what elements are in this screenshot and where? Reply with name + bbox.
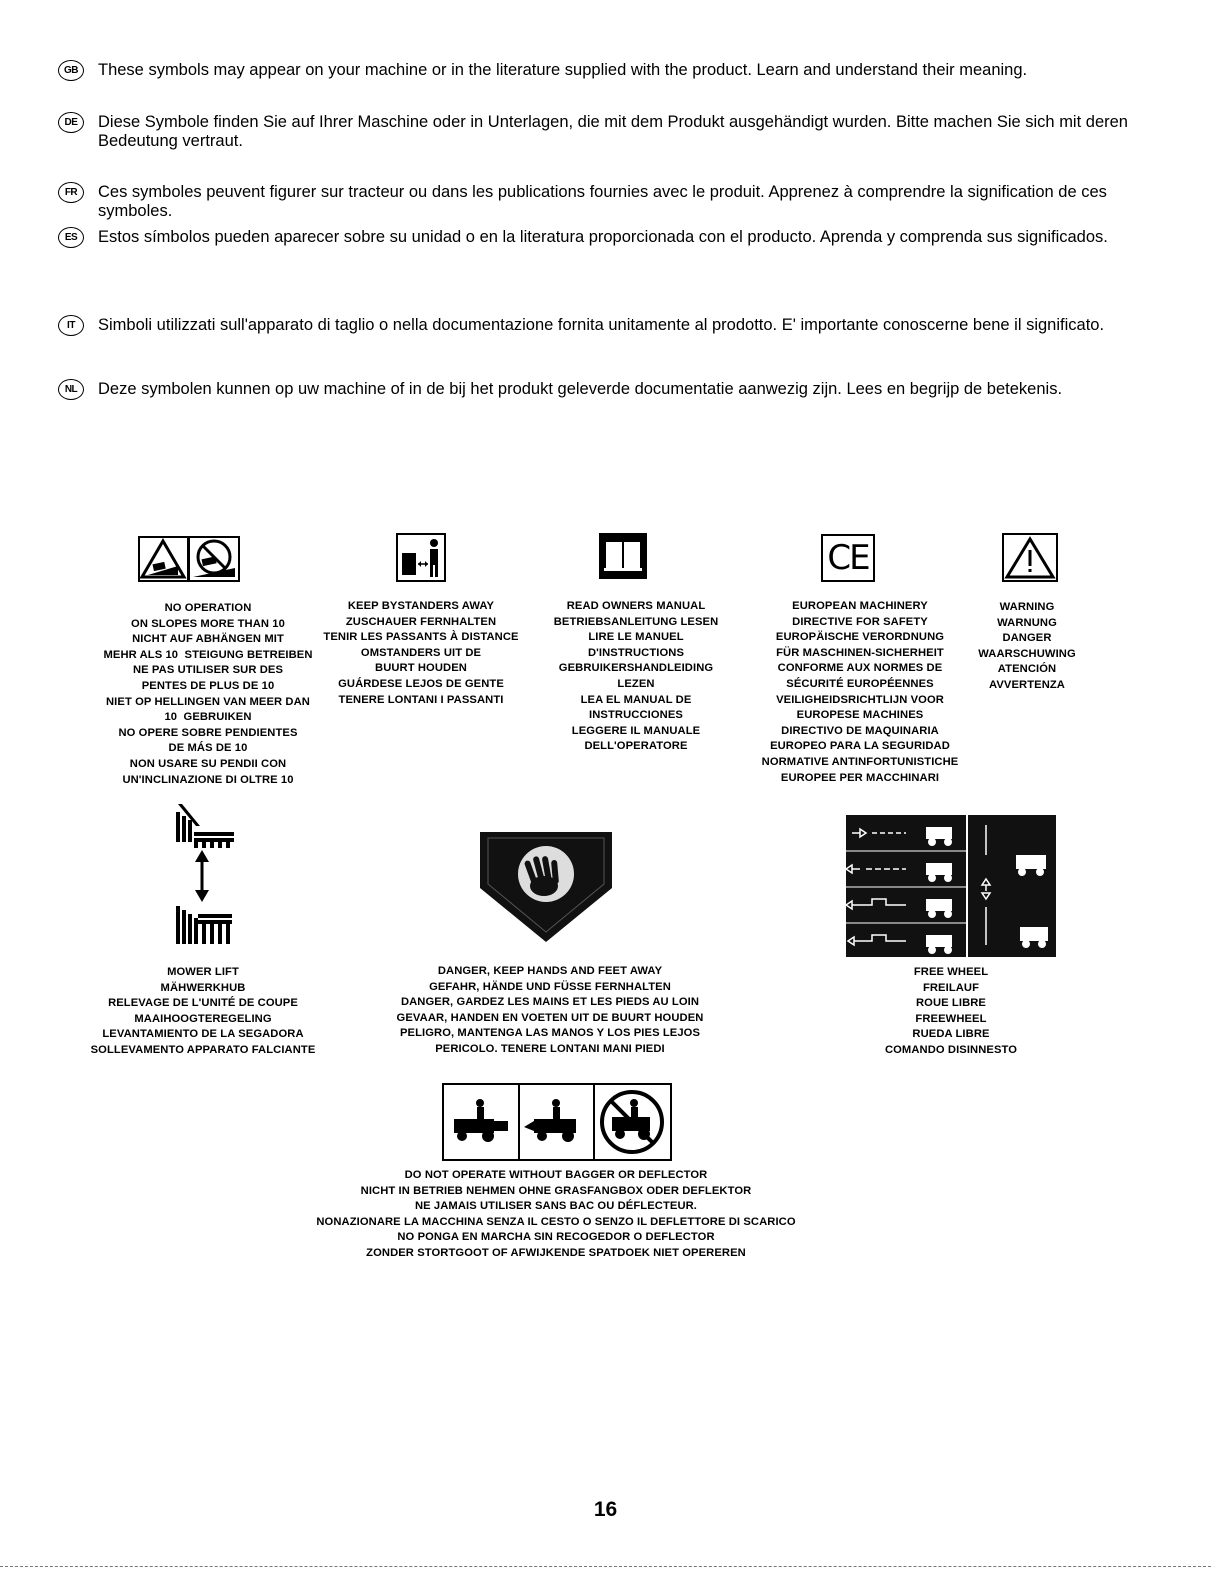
- slope-warning-icon: [138, 536, 240, 582]
- intro-de: [58, 113, 1138, 151]
- no-bagger-caption: DO NOT OPERATE WITHOUT BAGGER OR DEFLECTOR NICHT IN BETRIEB NEHMEN OHNE GRASFANGBOX ODER DEFLEKTOR NE JAMAIS UTILISER SANS BAC OU DÉFLECTEUR. NONAZIONARE LA MACCHINA SENZA IL CESTO O SENZO IL DEFLETTORE DI SCARICO NO PONGA EN MARCHA SIN RECOGEDOR O DEFLECTOR ZONDER STORTGOOT OF AFWIJKENDE SPATDOEK NIET OPEREREN: [316, 1169, 796, 1259]
- intro-fr: [58, 183, 1138, 221]
- european-machinery-caption: EUROPEAN MACHINERY DIRECTIVE FOR SAFETY EUROPÄISCHE VERORDNUNG FÜR MASCHINEN-SICHERHEIT CONFORME AUX NORMES DE SÉCURITÉ EUROPÉENNES VEILIGHEIDSRICHTLIJN VOOR EUROPESE MACHINES DIRECTIVO DE MAQUINARIA EUROPEO PARA LA SEGURIDAD NORMATIVE ANTINFORTUNISTICHE EUROPEE PER MACCHINARI: [761, 600, 959, 784]
- intro-gb: [58, 61, 1138, 80]
- gb-language-badge: GB: [58, 60, 84, 81]
- intro-de-text: Diese Symbole finden Sie auf Ihrer Maschine oder in Unterlagen, die mit dem Produkt ausgehändigt wurden. Bitte machen Sie sich mit deren Bedeutung vertraut.: [98, 113, 1128, 150]
- warning-caption: WARNING WARNUNG DANGER WAARSCHUWING ATENCIÓN AVVERTENZA: [978, 601, 1076, 691]
- intro-fr-text: Ces symboles peuvent figurer sur tracteur ou dans les publications fournies avec le produit. Apprenez à comprendre la signification de ces symboles.: [98, 183, 1107, 220]
- danger-hands-caption: DANGER, KEEP HANDS AND FEET AWAY GEFAHR, HÄNDE UND FÜSSE FERNHALTEN DANGER, GARDEZ LES MAINS ET LES PIEDS AU LOIN GEVAAR, HANDEN EN VOETEN UIT DE BUURT HOUDEN PELIGRO, MANTENGA LAS MANOS Y LOS PIES LEJOS PERICOLO. TENERE LONTANI MANI PIEDI: [396, 965, 704, 1055]
- no-operation-caption: NO OPERATION ON SLOPES MORE THAN 10 NICHT AUF ABHÄNGEN MIT MEHR ALS 10 STEIGUNG BETREIBEN NE PAS UTILISER SUR DES PENTES DE PLUS DE 10 NIET OP HELLINGEN VAN MEER DAN 10 GEBRUIKEN NO OPERE SOBRE PENDIENTES DE MÁS DE 10 NON USARE SU PENDII CON UN'INCLINAZIONE DI OLTRE 10: [103, 602, 313, 786]
- intro-nl: [58, 380, 1138, 399]
- fr-language-badge: FR: [58, 182, 84, 203]
- ce-mark-text: CE: [827, 538, 869, 578]
- intro-it-text: Simboli utilizzati sull'apparato di taglio o nella documentazione fornita unitamente al prodotto. E' importante conoscerne bene il significato.: [98, 316, 1105, 334]
- it-language-badge: IT: [58, 315, 84, 336]
- nl-language-badge: NL: [58, 379, 84, 400]
- keep-bystanders-caption: KEEP BYSTANDERS AWAY ZUSCHAUER FERNHALTEN TENIR LES PASSANTS À DISTANCE OMSTANDERS UIT DE BUURT HOUDEN GUÁRDESE LEJOS DE GENTE TENERE LONTANI I PASSANTI: [323, 600, 519, 706]
- mower-lift-caption: MOWER LIFT MÄHWERKHUB RELEVAGE DE L'UNITÉ DE COUPE MAAIHOOGTEREGELING LEVANTAMIENTO DE LA SEGADORA SOLLEVAMENTO APPARATO FALCIANTE: [90, 966, 316, 1056]
- page-number: 16: [593, 1498, 618, 1521]
- intro-nl-text: Deze symbolen kunnen op uw machine of in de bij het produkt geleverde documentatie aanwezig zijn. Lees en begrijp de betekenis.: [98, 380, 1063, 398]
- free-wheel-icon: [846, 815, 1056, 957]
- de-language-badge: DE: [58, 112, 84, 133]
- keep-bystanders-icon: [396, 533, 446, 582]
- mower-lift-icon: [172, 800, 238, 946]
- no-bagger-icon: [442, 1083, 672, 1161]
- page-bottom-rule: [0, 1566, 1211, 1567]
- intro-gb-text: These symbols may appear on your machine or in the literature supplied with the product. Learn and understand their meaning.: [98, 61, 1028, 79]
- es-language-badge: ES: [58, 227, 84, 248]
- intro-es-text: Estos símbolos pueden aparecer sobre su unidad o en la literatura proporcionada con el producto. Aprenda y comprenda sus significados.: [98, 228, 1108, 246]
- ce-mark-icon: [821, 534, 875, 582]
- free-wheel-caption: FREE WHEEL FREILAUF ROUE LIBRE FREEWHEEL RUEDA LIBRE COMANDO DISINNESTO: [884, 966, 1018, 1056]
- read-manual-caption: READ OWNERS MANUAL BETRIEBSANLEITUNG LESEN LIRE LE MANUEL D'INSTRUCTIONS GEBRUIKERSHANDLEIDING LEZEN LEA EL MANUAL DE INSTRUCCIONES LEGGERE IL MANUALE DELL'OPERATORE: [553, 600, 719, 753]
- intro-it: [58, 316, 1138, 335]
- read-manual-icon: [598, 532, 648, 580]
- intro-es: [58, 228, 1138, 247]
- hand-danger-icon: [478, 830, 614, 944]
- warning-triangle-icon: [1002, 533, 1058, 582]
